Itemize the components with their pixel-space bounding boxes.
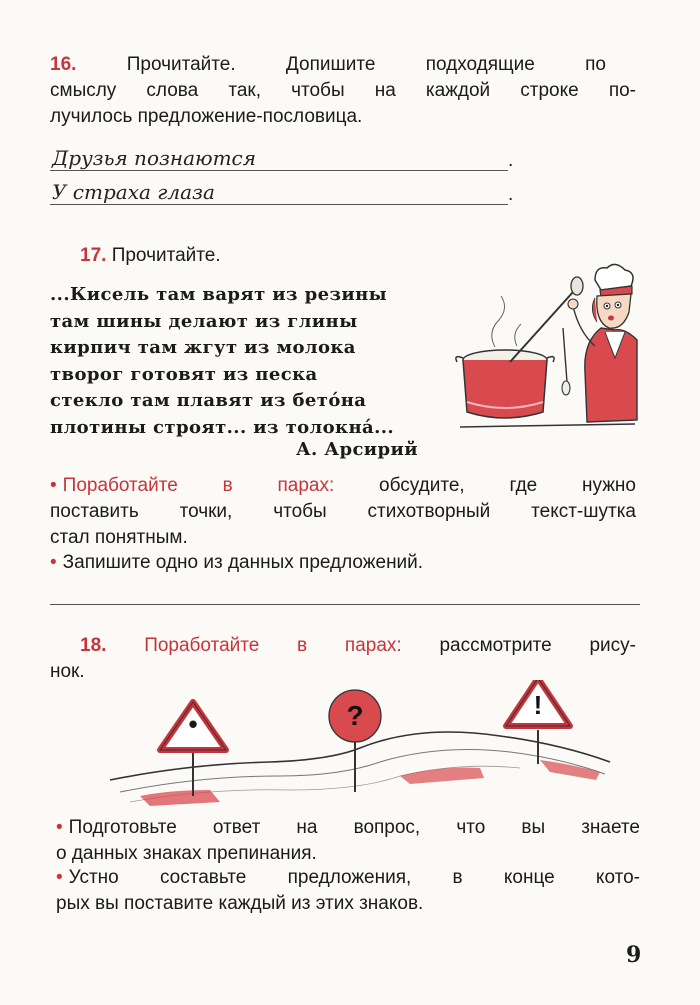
ex18-line1 [80, 633, 636, 659]
ex16-writing-line-1 [50, 170, 508, 171]
bullet-icon: • [56, 817, 63, 838]
ex17-task1-line1 [50, 473, 636, 499]
bullet-icon: • [56, 867, 63, 888]
ex17-heading [80, 243, 221, 269]
sign-dot-symbol: • [188, 709, 198, 739]
ex17-poem [50, 282, 460, 441]
poem-line: плотины строят... из толокна́... [50, 416, 395, 438]
cook-illustration [455, 262, 640, 447]
ex17-writing-line [50, 604, 640, 605]
ex18-text-line1: рассмотрите рису- [439, 635, 637, 656]
ex18-bullet2-text: Устно составьте предложения, в конце кото- [68, 867, 640, 888]
ex16-answer-1: Друзья познаются [52, 146, 257, 170]
ex18-highlight: Поработайте в парах: [144, 635, 402, 656]
ex18-bullet2-line2: рых вы поставите каждый из этих знаков. [56, 893, 424, 914]
bullet-icon: • [50, 552, 57, 573]
sign-question-symbol: ? [346, 700, 364, 731]
ex16-line1 [50, 52, 606, 78]
ex16-line-end-1: . [508, 150, 514, 171]
ex18-line2: нок. [50, 661, 85, 682]
poem-line: ...Кисель там варят из резины [50, 284, 388, 305]
ex17-task1-line3: стал понятным. [50, 527, 188, 548]
bullet-icon: • [50, 475, 57, 496]
sign-exclamation-symbol: ! [533, 690, 543, 720]
ex17-task1-highlight: Поработайте в парах: [62, 475, 335, 496]
ex16-line-end-2: . [508, 184, 514, 205]
ex18-number: 18. [80, 635, 107, 656]
ex18-bullet1-line2: о данных знаках препинания. [56, 843, 317, 864]
poem-line: творог готовят из песка [50, 363, 318, 385]
ex16-line3: лучилось предложение-пословица. [50, 106, 363, 127]
ex17-task1-text-line1: обсудите, где нужно [379, 475, 636, 496]
ex17-author: А. Арсирий [296, 439, 419, 460]
ex17-task2-text: Запишите одно из данных предложений. [62, 552, 424, 573]
ex16-writing-line-2 [50, 204, 508, 205]
ex17-task1-line2: поставить точки, чтобы стихотворный текст-шутка [50, 501, 636, 522]
ex17-number: 17. [80, 245, 107, 266]
ex18-bullet1-line1 [56, 815, 640, 841]
ex16-line2: смыслу слова так, чтобы на каждой строке по- [50, 80, 636, 101]
ex16-number: 16. [50, 54, 77, 75]
poem-line: там шины делают из глины [50, 310, 358, 332]
ex16-answer-2: У страха глаза [52, 180, 215, 204]
ex17-instruction: Прочитайте. [111, 245, 221, 266]
poem-line: стекло там плавят из бето́на [50, 390, 367, 411]
poem-line: кирпич там жгут из молока [50, 337, 356, 358]
ex17-task2 [50, 550, 636, 576]
page-number: 9 [626, 942, 642, 968]
ex18-bullet2-line1 [56, 865, 640, 891]
ex16-text-line1: Прочитайте. Допишите подходящие по [126, 54, 606, 75]
ex18-bullet1-text: Подготовьте ответ на вопрос, что вы знаете [68, 817, 640, 838]
